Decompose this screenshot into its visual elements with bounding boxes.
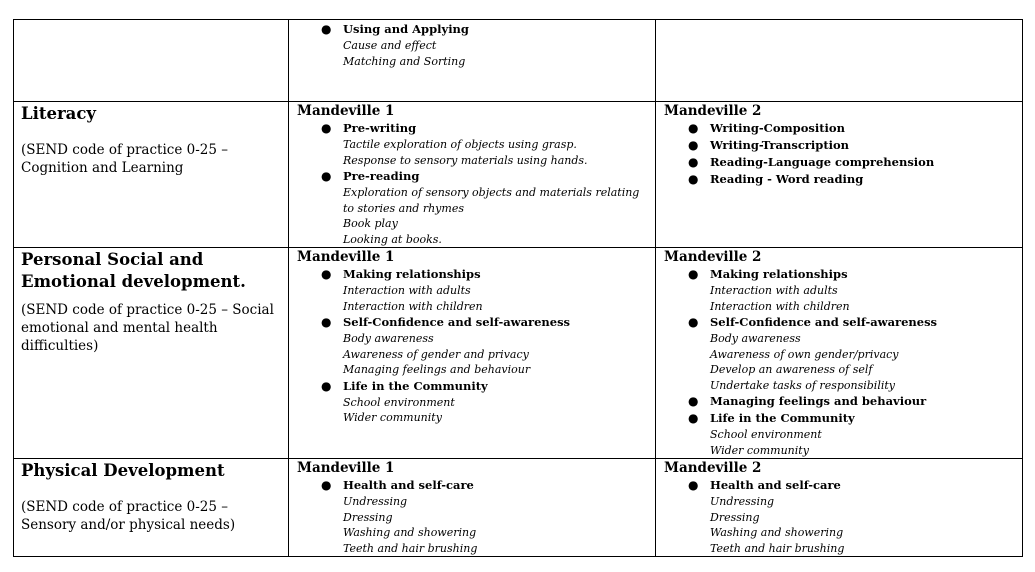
area-subtitle: (SEND code of practice 0-25 – Social emotional and mental health difficulties): [21, 302, 274, 354]
objective-detail: Body awareness: [343, 332, 434, 345]
cell-content: [656, 459, 1022, 556]
list-item: [321, 378, 649, 426]
mandeville-1-cell: [289, 248, 656, 459]
table-row: [14, 248, 1023, 459]
objective-title: Reading-Language comprehension: [710, 155, 935, 169]
objective-detail: Matching and Sorting: [343, 54, 466, 68]
cell-content: [289, 248, 655, 426]
table-row: [14, 459, 1023, 557]
objective-detail: Interaction with children: [710, 299, 850, 313]
objective-detail: Book play: [343, 217, 398, 230]
objective-title: Life in the Community: [343, 378, 488, 393]
objective-detail: Washing and showering: [710, 526, 844, 539]
bullet-icon: ●: [688, 394, 699, 408]
list-item: [688, 137, 1016, 154]
objective-detail: Teeth and hair brushing: [343, 541, 478, 555]
area-title: Personal Social and Emotional development.: [21, 250, 246, 291]
objective-detail: Tactile exploration of objects using grasp.: [343, 138, 577, 151]
bullet-icon: ●: [688, 121, 699, 135]
list-item: [688, 120, 1016, 137]
objective-detail: Dressing: [343, 510, 393, 524]
area-subtitle: (SEND code of practice 0-25 – Sensory and/or physical needs): [21, 499, 236, 533]
group-heading: Mandeville 2: [664, 103, 762, 119]
list-item: [688, 266, 1016, 314]
objective-detail: Body awareness: [710, 332, 801, 345]
cell-content: [289, 459, 655, 556]
objective-list: [297, 477, 649, 556]
bullet-icon: ●: [321, 378, 332, 393]
list-item: [321, 168, 649, 247]
objective-title: Using and Applying: [343, 22, 469, 36]
mandeville-2-cell: [656, 459, 1023, 557]
group-heading: Mandeville 1: [297, 460, 395, 476]
objective-detail: Teeth and hair brushing: [710, 541, 845, 555]
group-heading: Mandeville 2: [664, 460, 762, 476]
objective-title: Pre-writing: [343, 121, 417, 135]
objective-detail: Wider community: [343, 411, 442, 424]
bullet-icon: ●: [321, 478, 332, 492]
cell-content: [289, 20, 655, 69]
cell-content: [656, 20, 1022, 21]
area-block: [14, 459, 288, 534]
objective-detail: Interaction with adults: [710, 284, 838, 297]
list-item: [321, 477, 649, 556]
cell-content: [289, 102, 655, 247]
objective-title: Life in the Community: [710, 411, 855, 425]
list-item: [688, 154, 1016, 171]
curriculum-table: [13, 19, 1023, 557]
objective-detail: School environment: [343, 395, 455, 409]
list-item: [688, 477, 1016, 556]
group-heading: Mandeville 2: [664, 249, 762, 265]
area-cell: [14, 459, 289, 557]
cell-content: [656, 248, 1022, 458]
objective-detail: Undertake tasks of responsibility: [710, 378, 895, 392]
list-item: [688, 393, 1016, 410]
area-cell: [14, 20, 289, 102]
mandeville-2-cell: [656, 20, 1023, 102]
bullet-icon: ●: [688, 411, 699, 425]
objective-title: Self-Confidence and self-awareness: [710, 315, 938, 329]
objective-detail: Develop an awareness of self: [710, 363, 873, 376]
objective-title: Making relationships: [343, 267, 481, 281]
list-item: [688, 410, 1016, 458]
objective-list: [297, 120, 649, 247]
list-item: [688, 314, 1016, 393]
mandeville-1-cell: [289, 102, 656, 248]
objective-detail: Awareness of own gender/privacy: [710, 347, 899, 361]
objective-title: Reading - Word reading: [710, 172, 864, 186]
objective-detail: Washing and showering: [343, 526, 477, 539]
bullet-icon: ●: [688, 138, 699, 152]
objective-list: [297, 266, 649, 426]
group-heading: Mandeville 1: [297, 103, 395, 119]
list-item: [321, 266, 649, 314]
area-block: [14, 20, 288, 21]
bullet-icon: ●: [688, 172, 699, 186]
objective-detail: Looking at books.: [343, 232, 442, 246]
objective-title: Pre-reading: [343, 169, 420, 183]
bullet-icon: ●: [688, 267, 699, 281]
list-item: [321, 21, 649, 69]
objective-detail: Cause and effect: [343, 39, 437, 52]
objective-detail: School environment: [710, 428, 822, 441]
mandeville-2-cell: [656, 248, 1023, 459]
table-row: [14, 20, 1023, 102]
curriculum-table-body: [14, 20, 1023, 557]
mandeville-1-cell: [289, 20, 656, 102]
area-block: [14, 248, 288, 355]
table-row: [14, 102, 1023, 248]
mandeville-1-cell: [289, 459, 656, 557]
objective-detail: Exploration of sensory objects and materials relating to stories and rhymes: [343, 186, 640, 215]
objective-title: Making relationships: [710, 267, 848, 281]
objective-detail: Awareness of gender and privacy: [343, 347, 529, 361]
objective-title: Writing-Composition: [710, 121, 845, 135]
objective-title: Health and self-care: [343, 478, 474, 492]
bullet-icon: ●: [321, 121, 332, 135]
area-cell: [14, 248, 289, 459]
objective-title: Self-Confidence and self-awareness: [343, 315, 571, 329]
bullet-icon: ●: [321, 315, 332, 329]
objective-detail: Interaction with children: [343, 299, 483, 313]
bullet-icon: ●: [321, 267, 332, 281]
bullet-icon: ●: [321, 169, 332, 183]
group-heading: Mandeville 1: [297, 249, 395, 265]
objective-detail: Undressing: [343, 495, 408, 508]
objective-title: Writing-Transcription: [710, 138, 850, 152]
mandeville-2-cell: [656, 102, 1023, 248]
objective-detail: Dressing: [710, 510, 760, 524]
bullet-icon: ●: [688, 315, 699, 329]
objective-title: Managing feelings and behaviour: [710, 394, 927, 408]
objective-detail: Managing feelings and behaviour: [343, 363, 531, 376]
objective-list: [664, 266, 1016, 458]
objective-detail: Response to sensory materials using hands.: [343, 153, 588, 167]
objective-detail: Wider community: [710, 443, 809, 457]
cell-content: [656, 102, 1022, 188]
list-item: [688, 171, 1016, 188]
area-subtitle: (SEND code of practice 0-25 – Cognition and Learning: [21, 142, 228, 176]
area-block: [14, 102, 288, 177]
area-title: Physical Development: [21, 461, 225, 480]
area-title: Literacy: [21, 104, 97, 123]
bullet-icon: ●: [688, 155, 699, 169]
list-item: [321, 120, 649, 168]
list-item: [321, 314, 649, 378]
bullet-icon: ●: [688, 478, 699, 492]
objective-list: [664, 120, 1016, 188]
objective-list: [297, 21, 649, 69]
bullet-icon: ●: [321, 22, 332, 36]
area-cell: [14, 102, 289, 248]
objective-list: [664, 477, 1016, 556]
objective-detail: Undressing: [710, 495, 775, 508]
objective-detail: Interaction with adults: [343, 284, 471, 297]
objective-title: Health and self-care: [710, 478, 841, 492]
